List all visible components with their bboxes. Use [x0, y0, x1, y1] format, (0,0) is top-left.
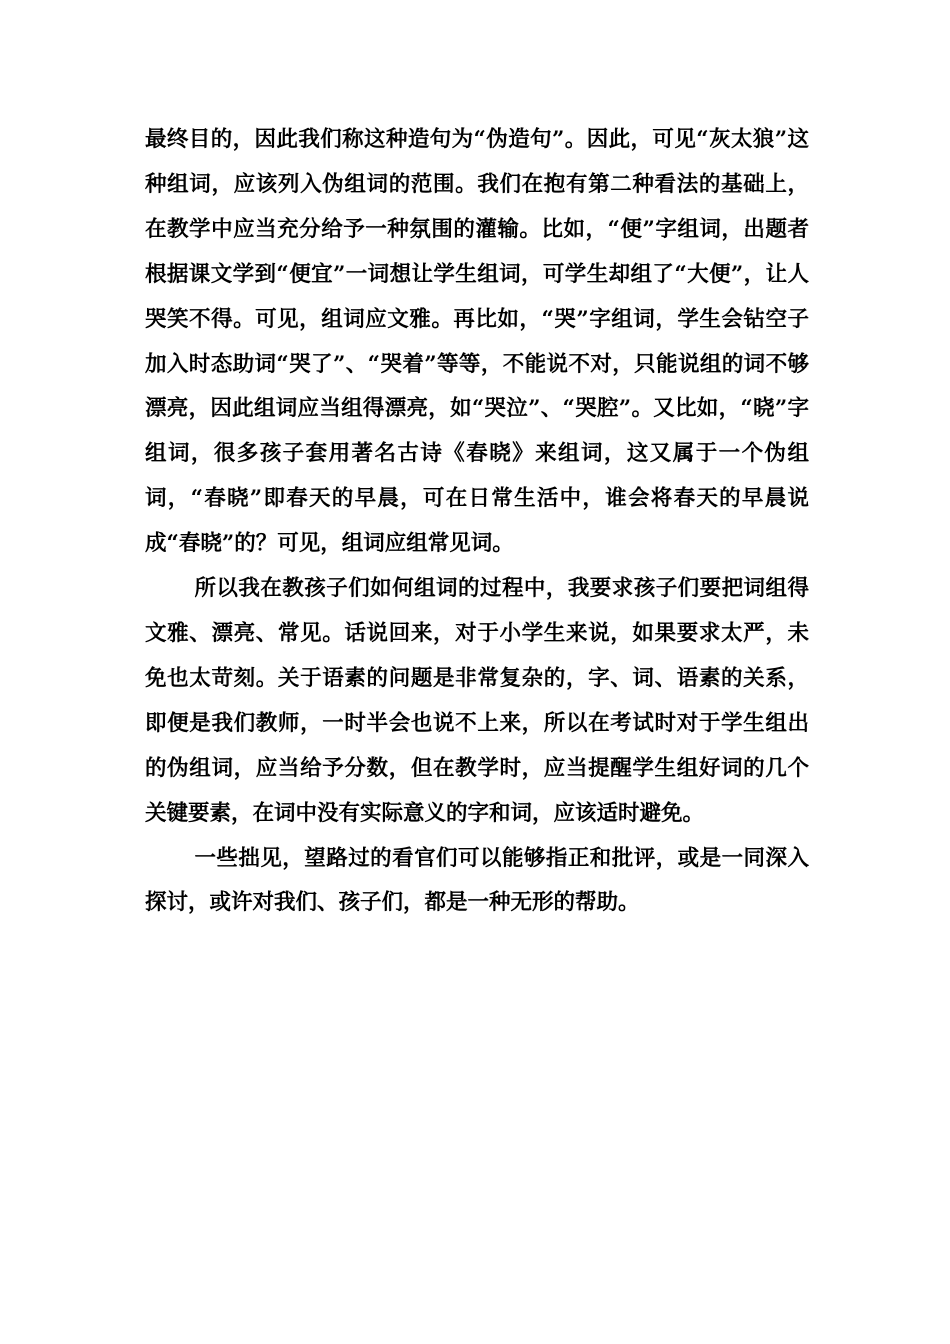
paragraph-1: 最终目的，因此我们称这种造句为“伪造句”。因此，可见“灰太狼”这种组词，应该列入伪组词的范围。我们在抱有第二种看法的基础上，在教学中应当充分给予一种氛围的灌输。比如，“便”字组词，出题者根据课文学到“便宜”一词想让学生组词，可学生却组了“大便”，让人哭笑不得。可见，组词应文雅。再比如，“哭”字组词，学生会钻空子加入时态助词“哭了”、“哭着”等等，不能说不对，只能说组的词不够漂亮，因此组词应当组得漂亮，如“哭泣”、“哭腔”。又比如，“晓”字组词，很多孩子套用著名古诗《春晓》来组词，这又属于一个伪组词，“春晓”即春天的早晨，可在日常生活中，谁会将春天的早晨说成“春晓”的？可见，组词应组常见词。: [145, 127, 809, 557]
paragraph-3: 一些拙见，望路过的看官们可以能够指正和批评，或是一同深入探讨，或许对我们、孩子们，都是一种无形的帮助。: [145, 845, 809, 916]
body-text: [145, 118, 809, 926]
paragraph-2: 所以我在教孩子们如何组词的过程中，我要求孩子们要把词组得文雅、漂亮、常见。话说回来，对于小学生来说，如果要求太严，未免也太苛刻。关于语素的问题是非常复杂的，字、词、语素的关系，即便是我们教师，一时半会也说不上来，所以在考试时对于学生组出的伪组词，应当给予分数，但在教学时，应当提醒学生组好词的几个关键要素，在词中没有实际意义的字和词，应该适时避免。: [145, 576, 809, 826]
